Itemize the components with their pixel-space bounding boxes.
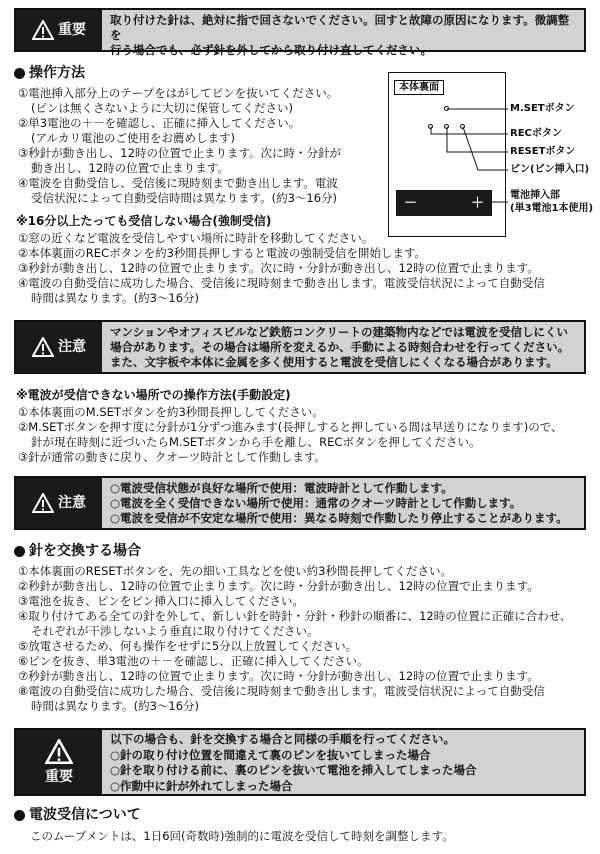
step-item: ②秒針が動き出し、12時の位置で止まります。次に時・分針が動き出し、12時の位置で止まります。	[18, 579, 539, 593]
step-continuation: それぞれが干渉しないよう垂直に取り付けてください。	[31, 624, 319, 638]
forced-reception-title: ※16分以上たっても受信しない場合(強制受信)	[16, 214, 272, 228]
operation-steps	[18, 86, 341, 206]
important-notice-bottom	[14, 728, 586, 796]
warning-icon	[32, 20, 54, 40]
warning-icon	[45, 739, 73, 764]
important-text	[102, 10, 584, 57]
step-item: ①窓の近くなど電波を受信しやすい場所に時計を移動してください。	[18, 231, 374, 245]
section-title-text: 針を交換する場合	[29, 543, 141, 559]
reception-text: このムーブメントは、1日6回(奇数時)強制的に電波を受信して時刻を調整します。	[30, 829, 454, 843]
warning-icon	[32, 337, 54, 357]
caution-line: 場合があります。その場合は場所を変えるか、手動による時刻合わせを行ってください。	[110, 340, 570, 354]
step-item: ②本体裏面のRECボタンを約3秒間長押しすると電波の強制受信を開始します。	[18, 246, 426, 260]
important-line: 取り付けた針は、絶対に指で回さないでください。回すと故障の原因になります。微調整を	[110, 13, 570, 42]
important-tag-label: 重要	[58, 21, 86, 38]
label-battery-note: (単3電池1本使用)	[510, 203, 594, 214]
caution-notice-1	[14, 320, 586, 374]
section-title-text: 操作方法	[29, 65, 85, 81]
important-line: ○作動中に針が外れてしまった場合	[110, 778, 293, 793]
caution-line: ○電波受信状態が良好な場所で使用：電波時計として作動します。	[110, 481, 453, 495]
replace-steps	[18, 564, 571, 714]
caution-line: また、文字板や本体に金属を多く使用すると電波を受信しにくくなる場合があります。	[110, 355, 558, 369]
section-title-reception	[14, 808, 141, 823]
step-item: ①電池挿入部分上のテープをはがしてピンを抜いてください。	[18, 86, 339, 100]
step-item: ⑦秒針が動き出し、12時の位置で止まります。次に時・分針が動き出し、12時の位置で止まります。	[18, 669, 539, 683]
manual-setting-title: ※電波が受信できない場所での操作方法(手動設定)	[16, 388, 291, 402]
caution-tag	[16, 478, 102, 528]
bullet-dot	[14, 546, 25, 557]
important-tag	[16, 10, 102, 50]
step-item: ③秒針が動き出し、12時の位置で止まります。次に時・分針が動き出し、12時の位置で止まります。	[18, 261, 539, 275]
step-item: ③電池を抜き、ピンをピン挿入口に挿入してください。	[18, 594, 304, 608]
label-pin: ピン(ピン挿入口)	[510, 164, 590, 175]
label-mset-button: M.SETボタン	[510, 103, 575, 114]
battery-plus: ＋	[470, 195, 484, 211]
step-item: ④電波の自動受信に成功した場合、受信後に現時刻まで動き出します。電波受信状況によって自動受信	[18, 276, 545, 290]
diagram-title: 本体裏面	[394, 80, 444, 95]
step-continuation: 時間は異なります。(約3～16分)	[31, 291, 200, 305]
important-notice-top	[14, 8, 586, 57]
manual-steps	[18, 405, 563, 465]
step-continuation: 針が現在時刻に近づいたらM.SETボタンから手を離し、RECボタンを押してください。	[31, 435, 481, 449]
caution-line: ○電波を受信が不安定な場所で使用：異なる時刻で作動したり停止することがあります。	[110, 511, 568, 525]
section-title-replace-hands	[14, 544, 141, 559]
step-item: ⑤放電させるため、何も操作をせずに5分以上放置してください。	[18, 639, 358, 653]
important-line: ○針の取り付け位置を間違えて裏のピンを抜いてしまった場合	[110, 747, 431, 762]
step-item: ②M.SETボタンを押す度に分針が1分ずつ進みます(長押しすると押している間は早送りになります)ので、	[18, 420, 563, 434]
caution-line: ○電波を全く受信できない場所で使用：通常のクオーツ時計として作動します。	[110, 496, 522, 510]
section-title-text: 電波受信について	[29, 807, 141, 823]
battery-minus: －	[404, 195, 418, 211]
step-item: ⑧電波の自動受信に成功した場合、受信後に現時刻まで動き出します。電波受信状況によって自動受信	[18, 684, 545, 698]
forced-steps	[18, 231, 545, 306]
warning-icon	[32, 493, 54, 513]
important-line: 以下の場合も、針を交換する場合と同様の手順を行ってください。	[110, 732, 455, 746]
step-continuation: 動き出し、12時の位置で止まります。	[31, 161, 229, 175]
caution-tag-label: 注意	[58, 494, 86, 511]
important-text	[102, 730, 584, 794]
step-item: ④電波を自動受信し、受信後に現時刻まで動き出します。電波	[18, 176, 338, 190]
step-continuation: 時間は異なります。(約3～16分)	[31, 699, 200, 713]
important-tag-label: 重要	[45, 769, 73, 785]
step-continuation: 受信状況によって自動受信時間は異なります。(約3～16分)	[31, 191, 338, 205]
bullet-dot	[14, 68, 25, 79]
step-item: ⑥ピンを抜き、単3電池の＋－を確認し、正確に挿入してください。	[18, 654, 369, 668]
label-rec-button: RECボタン	[510, 128, 562, 139]
bullet-dot	[14, 810, 25, 821]
step-item: ③秒針が動き出し、12時の位置で止まります。次に時・分針が	[18, 146, 342, 160]
step-item: ②単3電池の＋－を確認し、正確に挿入してください。	[18, 116, 301, 130]
important-line: 行う場合でも、必ず針を外してから取り付け直してください。	[110, 43, 432, 57]
caution-notice-2	[14, 476, 586, 530]
caution-text	[102, 478, 584, 528]
section-title-operation	[14, 66, 85, 81]
important-tag	[16, 730, 102, 794]
step-continuation: (アルカリ電池のご使用をお薦めします)	[31, 131, 236, 145]
caution-tag-label: 注意	[58, 338, 86, 355]
step-item: ①本体裏面のRESETボタンを、先の細い工具などを使い約3秒間長押してください。	[18, 564, 452, 578]
caution-line: マンションやオフィスビルなど鉄筋コンクリートの建築物内などでは電波を受信しにくい	[110, 325, 568, 339]
label-reset-button: RESETボタン	[510, 146, 576, 157]
caution-tag	[16, 322, 102, 372]
step-continuation: (ピンは無くさないように大切に保管してください)	[31, 101, 293, 115]
label-battery: 電池挿入部	[510, 190, 560, 201]
caution-text	[102, 322, 584, 372]
step-item: ④取り付けてある全ての針を外して、新しい針を時針・分針・秒針の順番に、12時の位置に正確に合わせ、	[18, 609, 572, 623]
step-item: ③針が通常の動きに戻り、クオーツ時計として作動します。	[18, 450, 326, 464]
step-item: ①本体裏面のM.SETボタンを約3秒間長押ししてください。	[18, 405, 324, 419]
back-panel-diagram	[388, 72, 594, 237]
important-line: ○針を取り付ける前に、裏のピンを抜いて電池を挿入してしまった場合	[110, 763, 477, 777]
